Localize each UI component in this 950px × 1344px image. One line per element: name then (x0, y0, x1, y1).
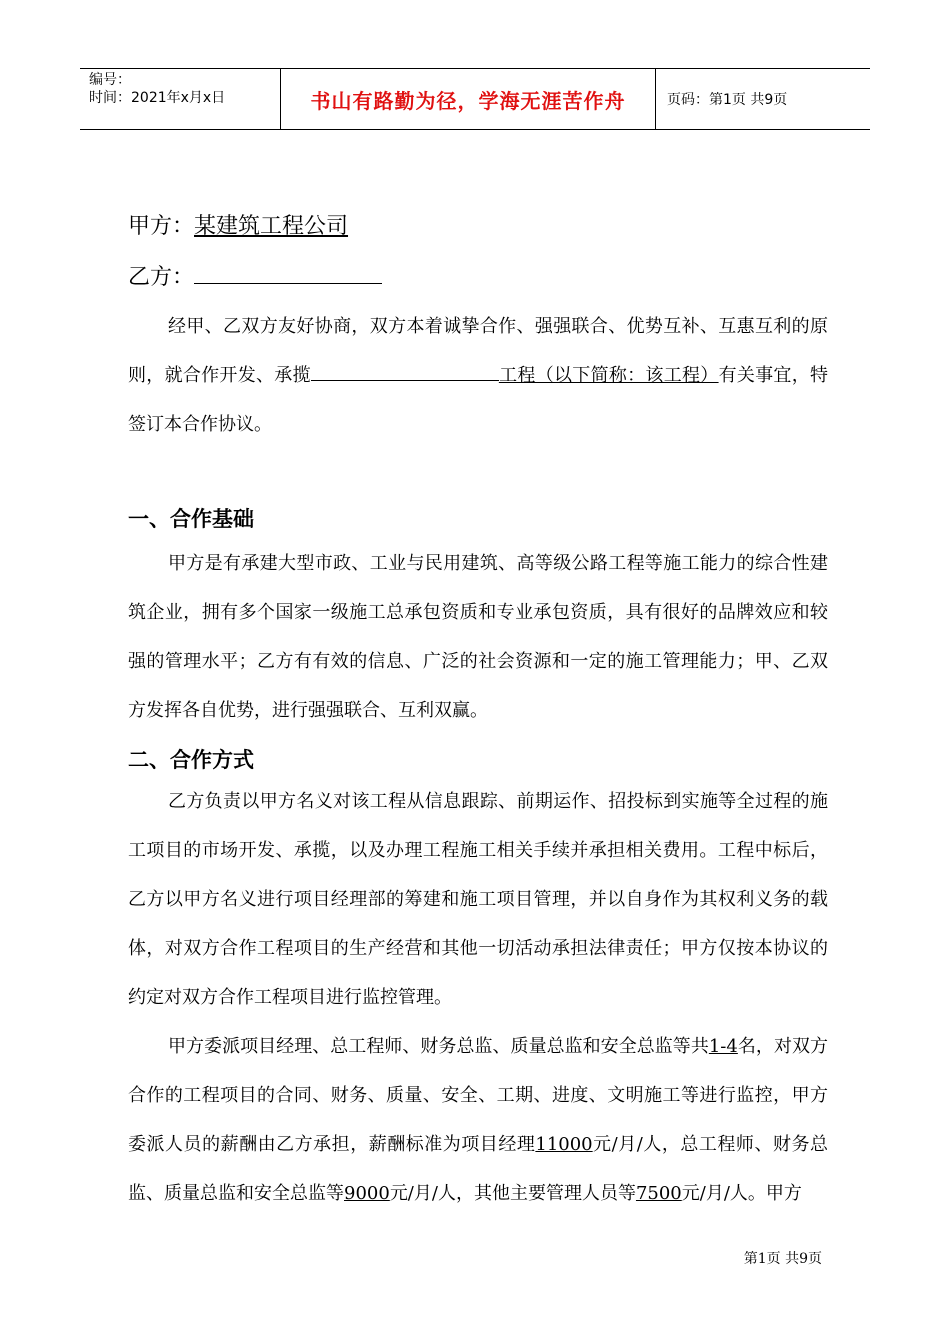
intro-text-2: 有关事宜，特签订本合作协议。 (128, 365, 829, 435)
body2-text-a: 甲方委派项目经理、总工程师、财务总监、质量总监和安全总监等共 (168, 1036, 709, 1057)
party-a-label: 甲方： (128, 214, 195, 239)
footer-page-number: 第1页 共9页 (743, 1251, 822, 1267)
body2-text-c: 元/月/人，总工程师、财务总监、质量总监和安全总监等 (128, 1134, 828, 1204)
party-b-label: 乙方： (128, 265, 195, 290)
page-header (80, 68, 870, 130)
header-meta (80, 69, 281, 129)
section-2-body-2 (128, 1022, 828, 1218)
header-motto: 书山有路勤为径，学海无涯苦作舟 (281, 69, 656, 129)
staff-count: 1-4 (708, 1036, 738, 1057)
body2-text-d: 元/月/人，其他主要管理人员等 (389, 1183, 636, 1204)
project-name-blank (311, 364, 499, 381)
party-a-name: 某建筑工程公司 (194, 214, 349, 239)
salary-project-manager: 11000 (535, 1134, 593, 1155)
intro-text-1: 经甲、乙双方友好协商，双方本着诚挚合作、强强联合、优势互补、互惠互利的原则，就合作开发、承揽 (128, 316, 828, 386)
salary-other: 7500 (635, 1183, 682, 1204)
intro-paragraph (128, 302, 828, 449)
party-b-line (128, 260, 382, 291)
document-time-label: 时间：2021年x月x日 (89, 90, 226, 106)
document-number-label: 编号： (89, 72, 131, 88)
salary-chief: 9000 (344, 1183, 390, 1204)
header-page-number: 页码：第1页 共9页 (667, 92, 788, 108)
body2-text-e: 元/月/人。甲方 (681, 1183, 802, 1204)
party-b-blank (194, 265, 382, 284)
section-2-title: 二、合作方式 (128, 748, 254, 772)
body2-text-b: 名，对双方合作的工程项目的合同、财务、质量、安全、工期、进度、文明施工等进行监控，甲方委派人员的薪酬由乙方承担，薪酬标准为项目经理 (128, 1036, 829, 1155)
section-1-title: 一、合作基础 (128, 507, 254, 531)
section-1-body: 甲方是有承建大型市政、工业与民用建筑、高等级公路工程等施工能力的综合性建筑企业，拥有多个国家一级施工总承包资质和专业承包资质，具有很好的品牌效应和较强的管理水平；乙方有有效的信息、广泛的社会资源和一定的施工管理能力；甲、乙双方发挥各自优势，进行强强联合、互利双赢。 (128, 553, 828, 721)
section-2-body-1: 乙方负责以甲方名义对该工程从信息跟踪、前期运作、招投标到实施等全过程的施工项目的市场开发、承揽，以及办理工程施工相关手续并承担相关费用。工程中标后，乙方以甲方名义进行项目经理部的筹建和施工项目管理，并以自身作为其权利义务的载体，对双方合作工程项目的生产经营和其他一切活动承担法律责任；甲方仅按本协议的约定对双方合作工程项目进行监控管理。 (128, 791, 828, 1008)
intro-underlined-text: 工程（以下简称：该工程） (498, 365, 719, 386)
party-a-line (128, 209, 348, 240)
